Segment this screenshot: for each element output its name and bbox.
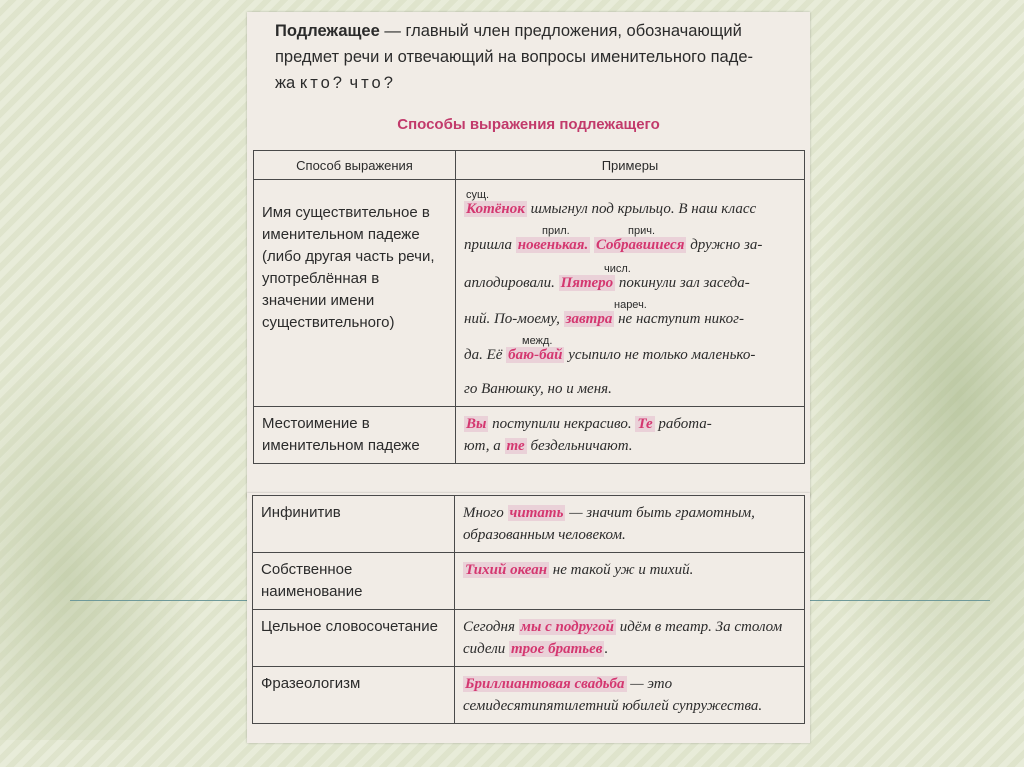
table-row bbox=[253, 553, 805, 610]
header-examples: Примеры bbox=[456, 151, 805, 180]
pos-label: нареч. bbox=[614, 299, 647, 311]
table-row bbox=[253, 610, 805, 667]
table-header-row bbox=[254, 151, 805, 180]
header-method: Способ выражения bbox=[254, 151, 456, 180]
method-cell: Фразеологизм bbox=[253, 667, 455, 724]
examples-cell: Бриллиантовая свадьба — это семидесятипятилетний юбилей супружества. bbox=[455, 667, 805, 724]
table-title: Способы выражения подлежащего bbox=[397, 116, 660, 133]
table-row bbox=[253, 667, 805, 724]
method-cell: Имя существительное в именительном падеже (либо другая часть речи, употреблённая в значении имени существительного) bbox=[254, 180, 456, 407]
textbook-page-top bbox=[247, 12, 810, 498]
table-row bbox=[254, 180, 805, 407]
background-shade bbox=[0, 340, 200, 740]
pos-label: прил. bbox=[542, 225, 570, 237]
pos-label: числ. bbox=[604, 263, 631, 275]
table-row bbox=[254, 407, 805, 464]
pos-label: сущ. bbox=[466, 189, 490, 201]
pos-label: прич. bbox=[628, 225, 656, 237]
method-cell: Собственное наименование bbox=[253, 553, 455, 610]
examples-block: сущ. Котёнок шмыгнул под крыльцо. В наш класс прил. прич. пришла новенькая. Собравшиеся дружно за- числ. аплодировали. Пятеро покинули зал заседа- нареч. ний. По-моему, завтра не наступит никог- межд. да. Её баю-бай усыпило не только маленько- го Ванюшку, но и меня. bbox=[464, 182, 796, 400]
definition-term: Подлежащее bbox=[275, 22, 380, 40]
examples-cell: Много читать — значит быть грамотным, образованным человеком. bbox=[455, 496, 805, 553]
table-row bbox=[253, 496, 805, 553]
background-shade bbox=[804, 60, 1024, 740]
textbook-page-bottom bbox=[247, 493, 810, 743]
examples-cell: Вы поступили некрасиво. Те работа- ют, а те бездельничают. bbox=[456, 407, 805, 464]
method-cell: Цельное словосочетание bbox=[253, 610, 455, 667]
definition-text: Подлежащее — главный член предложения, обозначающий предмет речи и отвечающий на вопросы именительного паде- жа кто? что? bbox=[275, 22, 754, 92]
expression-table-continued bbox=[252, 495, 805, 724]
expression-table bbox=[253, 150, 805, 464]
pos-label: межд. bbox=[522, 335, 553, 347]
examples-cell: Тихий океан не такой уж и тихий. bbox=[455, 553, 805, 610]
method-cell: Местоимение в именительном падеже bbox=[254, 407, 456, 464]
method-cell: Инфинитив bbox=[253, 496, 455, 553]
examples-cell bbox=[456, 180, 805, 407]
examples-cell: Сегодня мы с подругой идём в театр. За столом сидели трое братьев . bbox=[455, 610, 805, 667]
